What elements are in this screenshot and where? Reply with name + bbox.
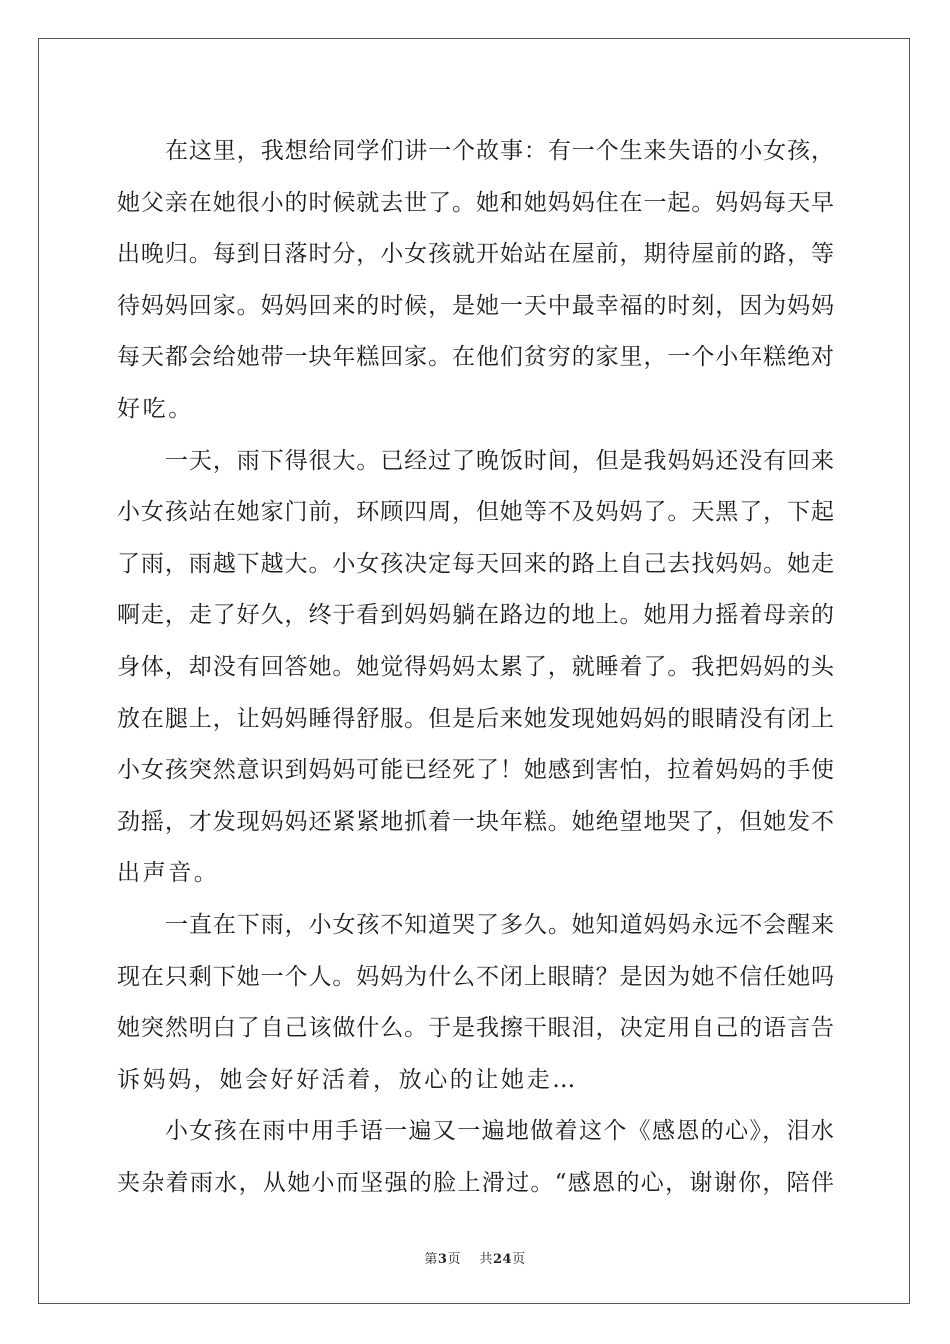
- total-prefix: 共: [479, 1252, 493, 1267]
- text-line: 放在腿上，让妈妈睡得舒服。但是后来她发现她妈妈的眼睛没有闭上: [117, 705, 834, 732]
- page-number: 3: [437, 1252, 448, 1267]
- page-suffix: 页: [447, 1252, 461, 1267]
- text-line: 了雨，雨越下越大。小女孩决定每天回来的路上自己去找妈妈。她走: [117, 550, 834, 577]
- total-pages: 24: [493, 1252, 513, 1267]
- text-line: 现在只剩下她一个人。妈妈为什么不闭上眼睛？是因为她不信任她吗: [117, 963, 834, 990]
- text-line: 一天，雨下得很大。已经过了晚饭时间，但是我妈妈还没有回来: [165, 447, 834, 474]
- document-body: [117, 126, 834, 1209]
- page-footer: [0, 1248, 950, 1267]
- total-suffix: 页: [512, 1252, 526, 1267]
- text-line: 好吃。: [117, 395, 194, 422]
- text-line: 劲摇，才发现妈妈还紧紧地抓着一块年糕。她绝望地哭了，但她发不: [117, 808, 834, 835]
- text-line: 啊走，走了好久，终于看到妈妈躺在路边的地上。她用力摇着母亲的: [117, 602, 834, 629]
- text-line: 小女孩突然意识到妈妈可能已经死了！她感到害怕，拉着妈妈的手使: [117, 757, 834, 784]
- text-line: 待妈妈回家。妈妈回来的时候，是她一天中最幸福的时刻，因为妈妈: [117, 292, 834, 319]
- text-line: 出晚归。每到日落时分，小女孩就开始站在屋前，期待屋前的路，等: [117, 241, 834, 268]
- page-prefix: 第: [424, 1252, 438, 1267]
- text-line: 小女孩在雨中用手语一遍又一遍地做着这个《感恩的心》，泪水: [165, 1118, 834, 1145]
- text-line: 诉妈妈，她会好好活着，放心的让她走…: [117, 1066, 578, 1093]
- text-line: 身体，却没有回答她。她觉得妈妈太累了，就睡着了。我把妈妈的头: [117, 653, 834, 680]
- text-line: 夹杂着雨水，从她小而坚强的脸上滑过。“感恩的心，谢谢你，陪伴: [117, 1169, 834, 1196]
- text-line: 在这里，我想给同学们讲一个故事：有一个生来失语的小女孩，: [165, 138, 834, 164]
- text-line: 一直在下雨，小女孩不知道哭了多久。她知道妈妈永远不会醒来: [165, 911, 834, 938]
- text-line: 她突然明白了自己该做什么。于是我擦干眼泪，决定用自己的语言告: [117, 1015, 834, 1042]
- text-line: 每天都会给她带一块年糕回家。在他们贫穷的家里，一个小年糕绝对: [117, 344, 834, 371]
- text-line: 小女孩站在她家门前，环顾四周，但她等不及妈妈了。天黑了，下起: [117, 499, 834, 526]
- text-line: 她父亲在她很小的时候就去世了。她和她妈妈住在一起。妈妈每天早: [117, 189, 834, 216]
- text-line: 出声音。: [117, 860, 220, 887]
